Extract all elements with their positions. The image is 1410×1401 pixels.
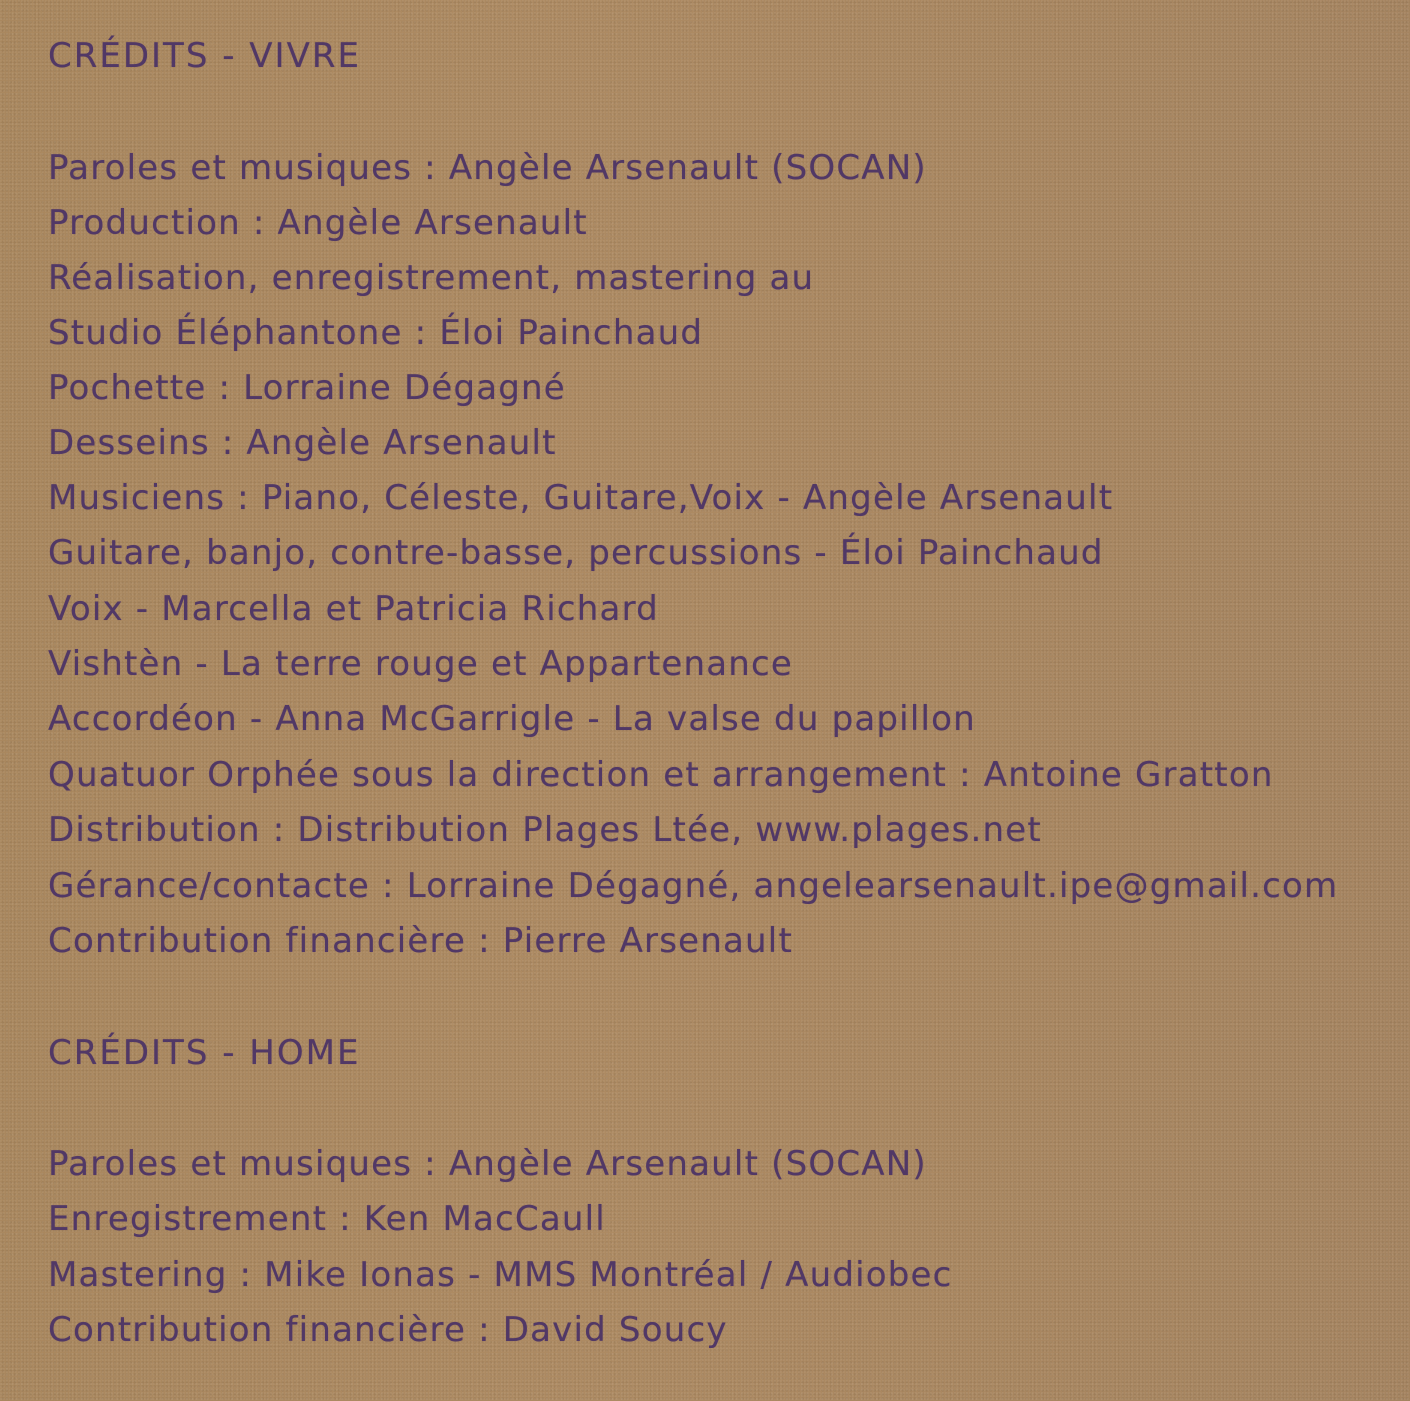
credit-line: Enregistrement : Ken MacCaull xyxy=(48,1199,606,1239)
credit-line: Réalisation, enregistrement, mastering au xyxy=(48,258,815,298)
credit-line: Guitare, banjo, contre-basse, percussions - Éloi Painchaud xyxy=(48,533,1104,573)
heading-credits-vivre: CRÉDITS - VIVRE xyxy=(48,36,361,76)
credit-line: Pochette : Lorraine Dégagné xyxy=(48,368,566,408)
credit-line: Paroles et musiques : Angèle Arsenault (SOCAN) xyxy=(48,148,927,188)
credit-line: Gérance/contacte : Lorraine Dégagné, angelearsenault.ipe@gmail.com xyxy=(48,866,1339,906)
credit-line: Mastering : Mike Ionas - MMS Montréal / Audiobec xyxy=(48,1255,953,1295)
credit-line: Contribution financière : Pierre Arsenault xyxy=(48,921,793,961)
credit-line: Voix - Marcella et Patricia Richard xyxy=(48,589,659,629)
credit-line: Quatuor Orphée sous la direction et arrangement : Antoine Gratton xyxy=(48,755,1274,795)
heading-credits-home: CRÉDITS - HOME xyxy=(48,1033,361,1073)
credit-line: Contribution financière : David Soucy xyxy=(48,1310,728,1350)
credit-line: Vishtèn - La terre rouge et Appartenance xyxy=(48,644,794,684)
credit-line: Studio Éléphantone : Éloi Painchaud xyxy=(48,313,704,353)
credit-line: Musiciens : Piano, Céleste, Guitare,Voix - Angèle Arsenault xyxy=(48,478,1114,518)
credit-line: Distribution : Distribution Plages Ltée, www.plages.net xyxy=(48,810,1042,850)
credit-line: Paroles et musiques : Angèle Arsenault (SOCAN) xyxy=(48,1144,927,1184)
credit-line: Desseins : Angèle Arsenault xyxy=(48,423,557,463)
credit-line: Production : Angèle Arsenault xyxy=(48,203,588,243)
credit-line: Accordéon - Anna McGarrigle - La valse du papillon xyxy=(48,699,976,739)
